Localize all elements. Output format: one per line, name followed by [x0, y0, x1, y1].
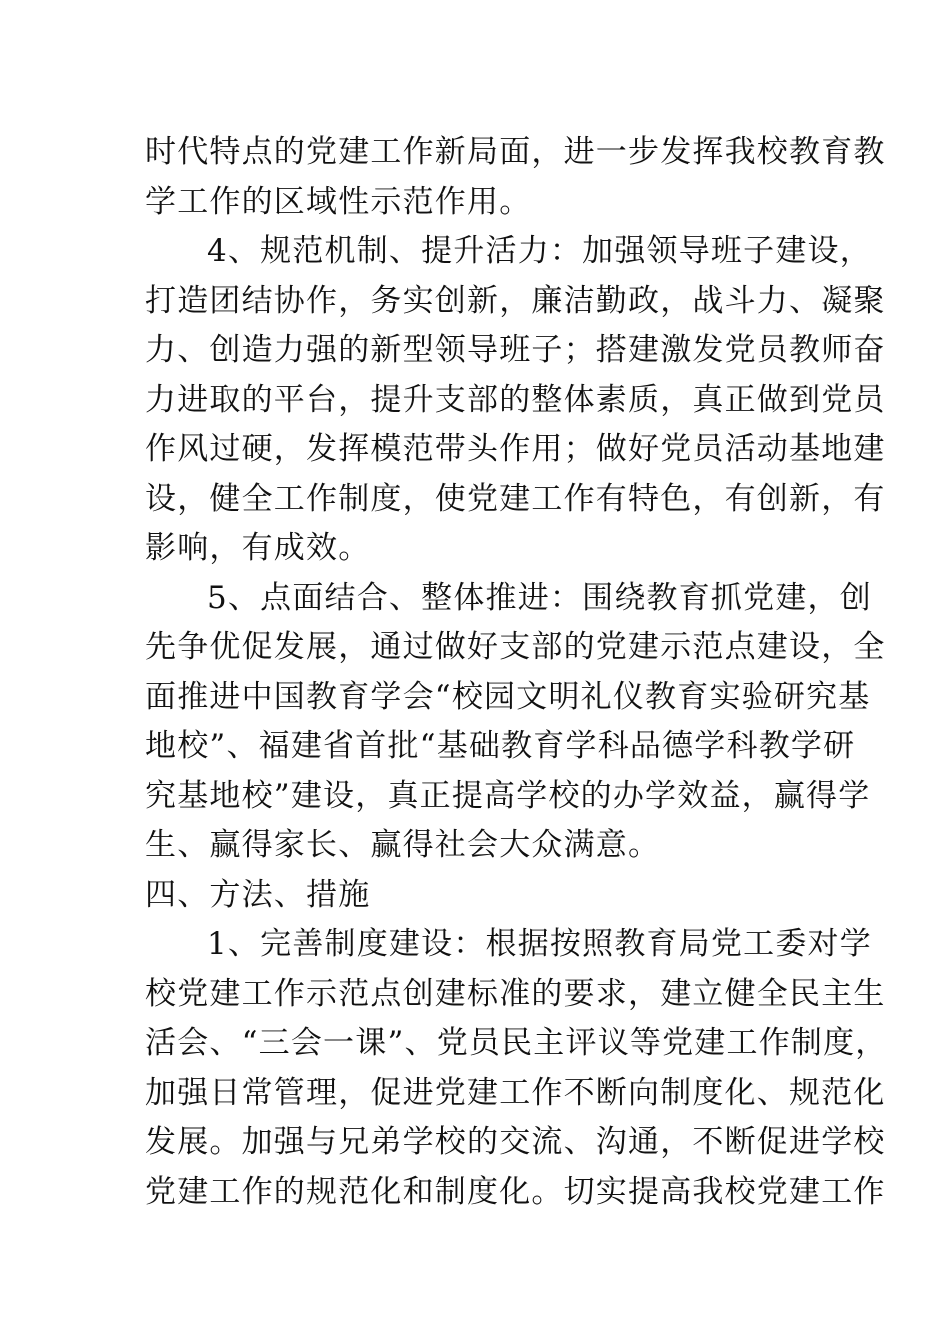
text-line: 设，健全工作制度，使党建工作有特色，有创新，有: [145, 480, 886, 517]
text-line: 打造团结协作，务实创新，廉洁勤政，战斗力、凝聚: [145, 282, 886, 319]
text-line: 地校”、福建省首批“基础教育学科品德学科教学研: [145, 728, 856, 764]
paragraph-start-line: 5、点面结合、整体推进：围绕教育抓党建，创: [207, 579, 872, 616]
text-line: 时代特点的党建工作新局面，进一步发挥我校教育教: [145, 134, 886, 170]
text-line: 力进取的平台，提升支部的整体素质，真正做到党员: [145, 381, 886, 418]
text-line: 生、赢得家长、赢得社会大众满意。: [145, 827, 661, 863]
text-line: 影响，有成效。: [145, 530, 371, 566]
text-line: 面推进中国教育学会“校园文明礼仪教育实验研究基: [145, 678, 871, 715]
section-heading: 四、方法、措施: [145, 876, 371, 913]
paragraph-start-line: 1、完善制度建设：根据按照教育局党工委对学: [207, 926, 872, 962]
text-line: 学工作的区域性示范作用。: [145, 183, 532, 220]
text-line: 究基地校”建设，真正提高学校的办学效益，赢得学: [145, 777, 871, 814]
text-line: 党建工作的规范化和制度化。切实提高我校党建工作: [145, 1173, 886, 1210]
text-line: 发展。加强与兄弟学校的交流、沟通，不断促进学校: [145, 1124, 886, 1160]
text-line: 作风过硬，发挥模范带头作用；做好党员活动基地建: [145, 431, 886, 467]
paragraph-start-line: 4、规范机制、提升活力：加强领导班子建设，: [207, 233, 872, 269]
text-line: 先争优促发展，通过做好支部的党建示范点建设，全: [145, 629, 886, 665]
text-line: 活会、“三会一课”、党员民主评议等党建工作制度，: [145, 1025, 888, 1061]
document-body: [145, 128, 888, 1217]
text-line: 校党建工作示范点创建标准的要求，建立健全民主生: [145, 975, 886, 1012]
text-line: 加强日常管理，促进党建工作不断向制度化、规范化: [145, 1074, 886, 1111]
text-line: 力、创造力强的新型领导班子；搭建激发党员教师奋: [145, 332, 886, 368]
